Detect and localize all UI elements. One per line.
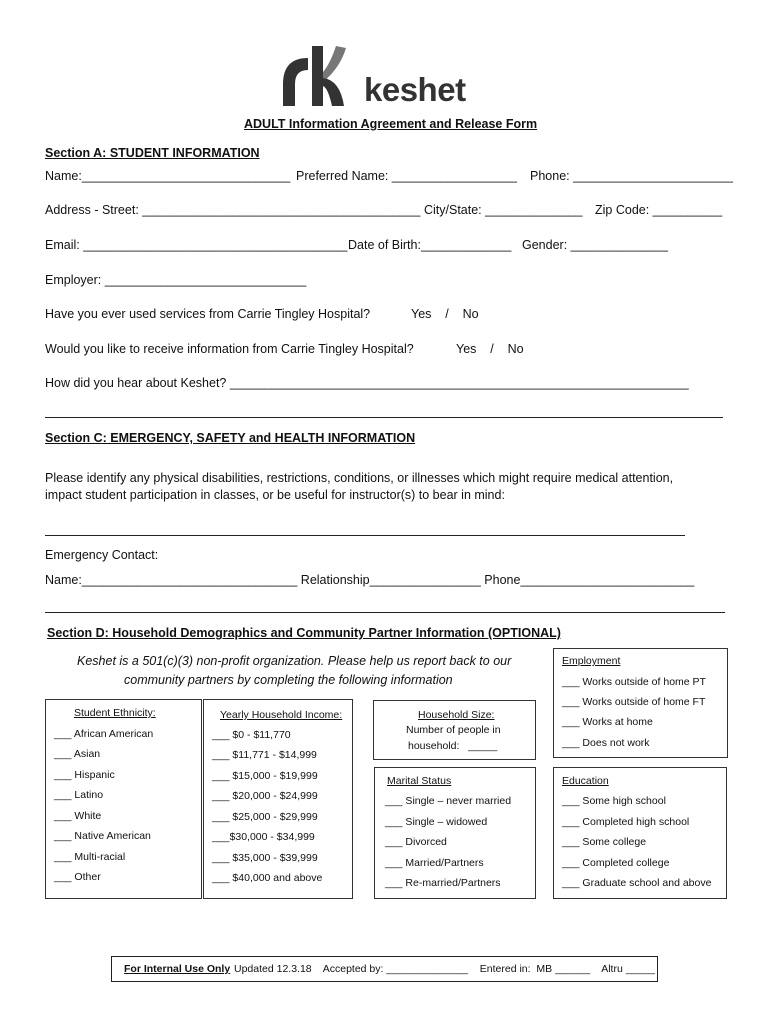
- employment-option[interactable]: ___ Works outside of home FT: [562, 696, 706, 708]
- services-yes-no[interactable]: Yes / No: [411, 307, 479, 321]
- ethnicity-box: [45, 699, 202, 899]
- info-yes-no[interactable]: Yes / No: [456, 342, 524, 356]
- employment-title: Employment: [562, 655, 621, 667]
- ethnicity-option[interactable]: ___ African American: [54, 728, 154, 740]
- education-option[interactable]: ___ Some high school: [562, 795, 666, 807]
- income-option[interactable]: ___ $15,000 - $19,999: [212, 770, 318, 782]
- services-question: Have you ever used services from Carrie Tingley Hospital?: [45, 307, 371, 321]
- income-option[interactable]: ___ $25,000 - $29,999: [212, 811, 318, 823]
- income-option[interactable]: ___$30,000 - $34,999: [212, 831, 315, 843]
- ethnicity-option[interactable]: ___ Latino: [54, 789, 104, 801]
- income-option[interactable]: ___ $20,000 - $24,999: [212, 790, 318, 802]
- internal-use-fields[interactable]: Updated 12.3.18 Accepted by: ______________ Entered in: MB ______ Altru _____: [234, 963, 655, 975]
- name-field[interactable]: Name:______________________________: [45, 169, 291, 183]
- ethnicity-option[interactable]: ___ White: [54, 810, 102, 822]
- date-of-birth-field[interactable]: Date of Birth:_____________: [348, 238, 512, 252]
- internal-use-label: For Internal Use Only: [124, 963, 231, 975]
- ethnicity-option[interactable]: ___ Asian: [54, 748, 101, 760]
- keshet-logo-mark: [278, 44, 358, 110]
- phone-field[interactable]: Phone: _______________________: [530, 169, 733, 183]
- education-option[interactable]: ___ Graduate school and above: [562, 877, 712, 889]
- nonprofit-intro-line-1: Keshet is a 501(c)(3) non-profit organization. Please help us report back to our: [77, 654, 512, 668]
- employment-box: [553, 648, 728, 758]
- section-c-heading: Section C: EMERGENCY, SAFETY and HEALTH INFORMATION: [45, 431, 416, 445]
- income-option[interactable]: ___ $0 - $11,770: [212, 729, 291, 741]
- emergency-contact-fields[interactable]: Name:_______________________________ Relationship________________ Phone_________________________: [45, 573, 695, 587]
- employment-option[interactable]: ___ Works outside of home PT: [562, 676, 706, 688]
- marital-status-option[interactable]: ___ Divorced: [385, 836, 447, 848]
- preferred-name-field[interactable]: Preferred Name: __________________: [296, 169, 518, 183]
- ethnicity-option[interactable]: ___ Native American: [54, 830, 151, 842]
- form-title: ADULT Information Agreement and Release Form: [244, 117, 538, 131]
- ethnicity-option[interactable]: ___ Hispanic: [54, 769, 115, 781]
- household-size-title: Household Size:: [418, 709, 495, 721]
- section-a-heading: Section A: STUDENT INFORMATION: [45, 146, 260, 160]
- nonprofit-intro-line-2: community partners by completing the following information: [124, 673, 453, 687]
- marital-status-box: [374, 767, 536, 899]
- ethnicity-option[interactable]: ___ Multi-racial: [54, 851, 126, 863]
- marital-status-option[interactable]: ___ Single – never married: [385, 795, 512, 807]
- section-d-heading: Section D: Household Demographics and Community Partner Information (OPTIONAL): [47, 626, 561, 640]
- health-answer-line[interactable]: [45, 535, 685, 536]
- marital-status-option[interactable]: ___ Married/Partners: [385, 857, 484, 869]
- health-paragraph-line-1: Please identify any physical disabilities, restrictions, conditions, or illnesses which might require medical attention,: [45, 471, 674, 485]
- household-size-label: Number of people in: [406, 724, 501, 736]
- marital-status-option[interactable]: ___ Re-married/Partners: [385, 877, 501, 889]
- income-box: [203, 699, 353, 899]
- zip-code-field[interactable]: Zip Code: __________: [595, 203, 723, 217]
- marital-status-title: Marital Status: [387, 775, 452, 787]
- employment-option[interactable]: ___ Does not work: [562, 737, 650, 749]
- income-title: Yearly Household Income:: [220, 709, 343, 721]
- ethnicity-title: Student Ethnicity:: [74, 707, 156, 719]
- emergency-contact-label: Emergency Contact:: [45, 548, 159, 562]
- household-size-box: [373, 700, 536, 760]
- email-field[interactable]: Email: ______________________________________: [45, 238, 348, 252]
- education-option[interactable]: ___ Some college: [562, 836, 647, 848]
- section-divider: [45, 417, 723, 418]
- income-option[interactable]: ___ $40,000 and above: [212, 872, 323, 884]
- ethnicity-option[interactable]: ___ Other: [54, 871, 101, 883]
- internal-use-box: [111, 956, 658, 982]
- education-option[interactable]: ___ Completed high school: [562, 816, 690, 828]
- marital-status-option[interactable]: ___ Single – widowed: [385, 816, 488, 828]
- info-question: Would you like to receive information from Carrie Tingley Hospital?: [45, 342, 414, 356]
- income-option[interactable]: ___ $11,771 - $14,999: [212, 749, 317, 761]
- address-street-field[interactable]: Address - Street: ________________________________________: [45, 203, 421, 217]
- gender-field[interactable]: Gender: ______________: [522, 238, 668, 252]
- hear-about-field[interactable]: How did you hear about Keshet? __________________________________________________________________: [45, 376, 689, 390]
- employer-field[interactable]: Employer: _____________________________: [45, 273, 307, 287]
- education-box: [553, 767, 727, 899]
- city-state-field[interactable]: City/State: ______________: [424, 203, 583, 217]
- employment-option[interactable]: ___ Works at home: [562, 716, 653, 728]
- keshet-wordmark: keshet: [364, 71, 466, 108]
- income-option[interactable]: ___ $35,000 - $39,999: [212, 852, 318, 864]
- section-divider: [45, 612, 725, 613]
- health-paragraph-line-2: impact student participation in classes, or be useful for instructor(s) to bear in mind:: [45, 488, 505, 502]
- education-option[interactable]: ___ Completed college: [562, 857, 670, 869]
- household-size-field[interactable]: household: _____: [408, 740, 498, 752]
- education-title: Education: [562, 775, 609, 787]
